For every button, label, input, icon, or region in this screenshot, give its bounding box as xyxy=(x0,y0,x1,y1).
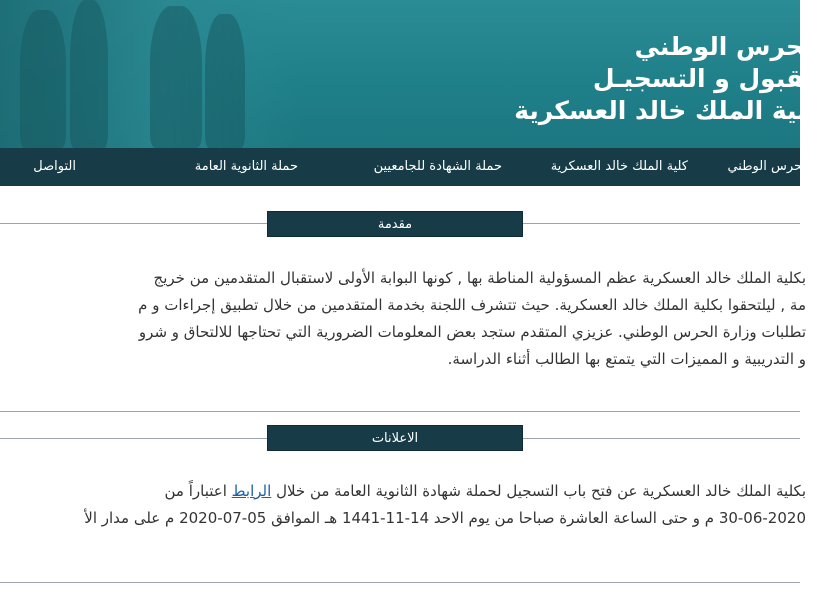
header-title-line2: القبول و التسجيـل xyxy=(592,64,822,93)
registration-link[interactable]: الرابط xyxy=(231,482,272,500)
banner-photo xyxy=(0,0,300,148)
nav-item-university-graduates[interactable]: حملة الشهادة للجامعيين xyxy=(373,159,502,174)
header-title-line3: كلية الملك خالد العسكرية xyxy=(514,96,822,125)
announcement-tail: اعتباراً من xyxy=(164,482,227,500)
intro-line-2: مة , ليلتحقوا بكلية الملك خالد العسكرية. حيث تتشرف اللجنة بخدمة المتقدمين من خلال تطبيق إجراءات و م xyxy=(138,296,806,314)
nav-item-national-guard[interactable]: الحرس الوطني xyxy=(727,159,810,174)
bottom-divider xyxy=(0,582,800,583)
intro-line-4: و التدريبية و المميزات التي يتمتع بها الطالب أثناء الدراسة. xyxy=(447,350,806,368)
header-title-line1: الحرس الوطني xyxy=(634,32,822,61)
main-nav xyxy=(0,148,810,186)
intro-heading: مقدمة xyxy=(267,211,523,237)
intro-line-1: بكلية الملك خالد العسكرية عظم المسؤولية المناطة بها , كونها البوابة الأولى لاستقبال المتقدمين من خريج xyxy=(153,269,806,287)
nav-item-king-khalid-college[interactable]: كلية الملك خالد العسكرية xyxy=(550,159,688,174)
header-banner xyxy=(0,0,822,148)
nav-item-contact[interactable]: التواصل xyxy=(33,159,76,174)
announcements-heading: الاعلانات xyxy=(267,425,523,451)
announcement-line-1 xyxy=(165,481,806,501)
announcement-text: بكلية الملك خالد العسكرية عن فتح باب التسجيل لحملة شهادة الثانوية العامة من خلال xyxy=(276,482,806,500)
announcement-line-2: 30-06-2020 م و حتى الساعة العاشرة صباحا من يوم الاحد 14-11-1441 هـ الموافق 05-07-2020 م على مدار الأ xyxy=(84,509,806,527)
nav-item-high-school[interactable]: حملة الثانوية العامة xyxy=(194,159,298,174)
intro-line-3: تطلبات وزارة الحرس الوطني. عزيزي المتقدم ستجد بعض المعلومات الضرورية التي تحتاجها للالتحاق و شرو xyxy=(138,323,806,341)
section-divider-top xyxy=(0,411,800,412)
